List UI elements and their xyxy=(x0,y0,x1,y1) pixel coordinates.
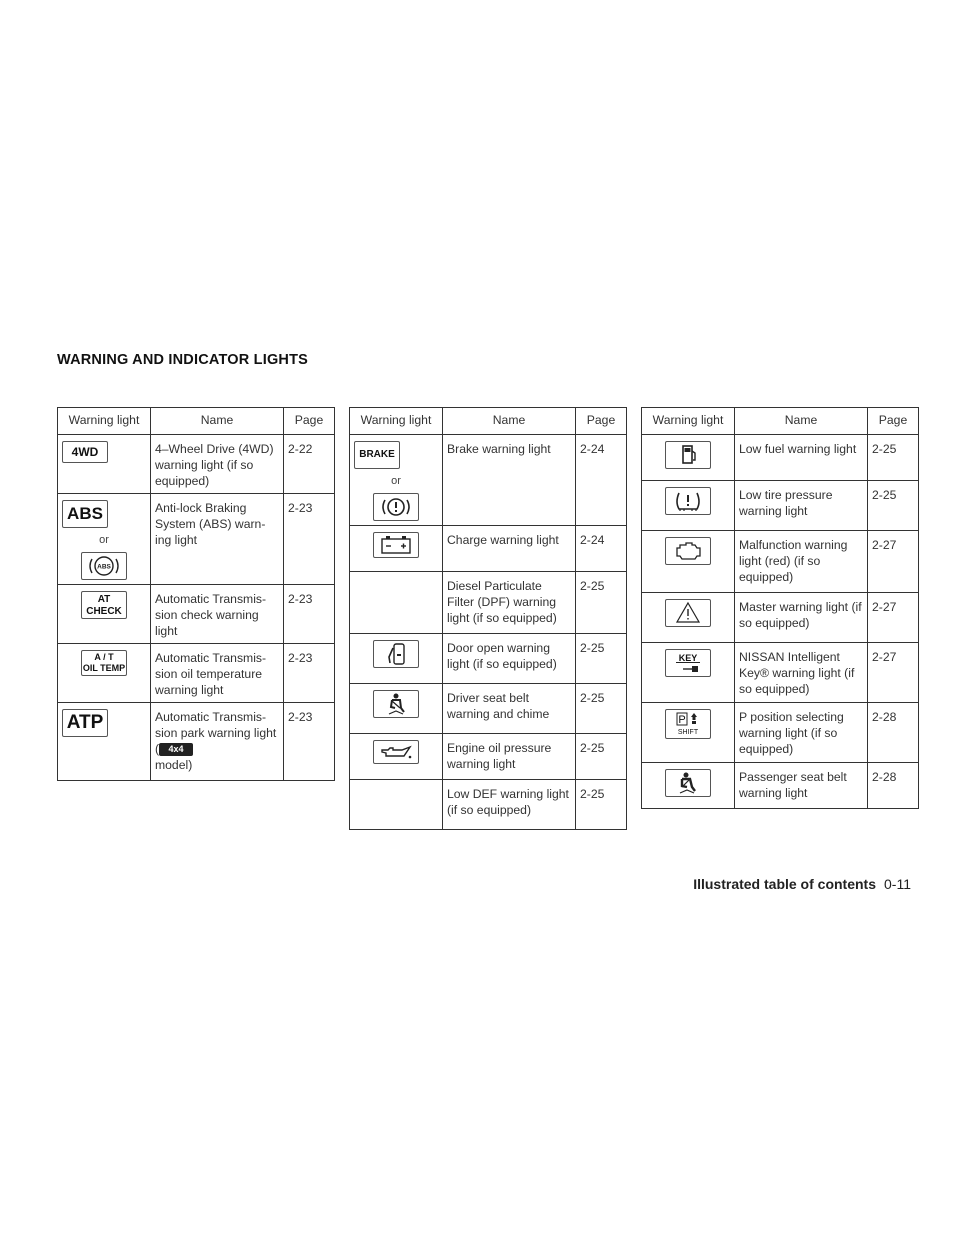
row-page: 2-27 xyxy=(868,531,919,593)
passenger-seatbelt-icon xyxy=(665,769,711,797)
row-page: 2-27 xyxy=(868,643,919,703)
fuel-pump-icon xyxy=(665,441,711,469)
table-row xyxy=(642,531,919,593)
page-footer xyxy=(693,876,911,892)
row-name: NISSAN Intelligent Key® warning light (if so equipped) xyxy=(735,643,868,703)
4x4-badge-icon: 4x4 xyxy=(159,743,193,756)
key-icon xyxy=(665,649,711,677)
row-page: 2-27 xyxy=(868,593,919,643)
header-name: Name xyxy=(735,408,868,435)
header-warning-light: Warning light xyxy=(58,408,151,435)
header-page: Page xyxy=(576,408,627,435)
p-shift-letter: P xyxy=(678,714,686,726)
row-page: 2-23 xyxy=(284,494,335,585)
row-page: 2-24 xyxy=(576,435,627,526)
row-page: 2-23 xyxy=(284,585,335,644)
row-page: 2-25 xyxy=(580,787,605,801)
abs-icon: ABS xyxy=(62,500,108,528)
table-row xyxy=(642,435,919,481)
table-row xyxy=(58,585,335,644)
table-row xyxy=(58,644,335,703)
table-row xyxy=(642,481,919,531)
row-name: Passenger seat belt warning light xyxy=(735,763,868,809)
table-row xyxy=(350,780,627,830)
row-name: Anti-lock Braking System (ABS) warn-ing light xyxy=(151,494,284,585)
header-name: Name xyxy=(443,408,576,435)
row-name: Engine oil pressure warning light xyxy=(443,734,576,780)
row-page: 2-25 xyxy=(868,435,919,481)
tire-pressure-icon xyxy=(665,487,711,515)
row-name: Automatic Transmis-sion park warning light ( 4x4 model) xyxy=(151,703,284,781)
warning-lights-table-3 xyxy=(641,407,919,809)
row-name: Automatic Transmis-sion check warning light xyxy=(151,585,284,644)
row-name: Door open warning light (if so equipped) xyxy=(443,634,576,684)
row-page: 2-25 xyxy=(576,634,627,684)
table-row xyxy=(350,572,627,634)
table-row xyxy=(642,703,919,763)
row-name: Low DEF warning light (if so equipped) xyxy=(443,780,576,830)
abs-circle-icon xyxy=(81,552,127,580)
table-row xyxy=(642,643,919,703)
abs-circle-text: ABS xyxy=(97,563,111,571)
p-shift-label: SHIFT xyxy=(677,729,699,736)
engine-icon xyxy=(665,537,711,565)
p-shift-icon xyxy=(665,709,711,739)
header-name: Name xyxy=(151,408,284,435)
row-name: Charge warning light xyxy=(443,526,576,572)
atp-icon: ATP xyxy=(62,709,108,737)
table-row xyxy=(350,734,627,780)
row-name: Diesel Particulate Filter (DPF) warning light (if so equipped) xyxy=(443,572,576,634)
row-name: Automatic Transmis-sion oil temperature warning light xyxy=(151,644,284,703)
4wd-icon: 4WD xyxy=(62,441,108,463)
table-row xyxy=(58,703,335,781)
master-warning-icon xyxy=(665,599,711,627)
header-page: Page xyxy=(284,408,335,435)
row-name: Low fuel warning light xyxy=(735,435,868,481)
table-row xyxy=(58,435,335,494)
brake-circle-icon xyxy=(373,493,419,521)
brake-icon: BRAKE xyxy=(354,441,400,469)
row-name: Malfunction warning light (red) (if so equipped) xyxy=(735,531,868,593)
row-page: 2-22 xyxy=(284,435,335,494)
row-page: 2-25 xyxy=(576,734,627,780)
table-row xyxy=(350,634,627,684)
row-page: 2-28 xyxy=(868,703,919,763)
row-name: Low tire pressure warning light xyxy=(735,481,868,531)
seatbelt-icon xyxy=(373,690,419,718)
warning-lights-table-2 xyxy=(349,407,627,830)
row-name: Brake warning light xyxy=(443,435,576,526)
key-icon-text: KEY xyxy=(678,653,698,663)
table-row xyxy=(350,684,627,734)
table-row xyxy=(58,494,335,585)
oil-can-icon xyxy=(373,740,419,764)
row-page: 2-25 xyxy=(868,481,919,531)
or-label: or xyxy=(99,534,109,546)
row-page: 2-23 xyxy=(284,644,335,703)
table-row xyxy=(642,593,919,643)
header-warning-light: Warning light xyxy=(350,408,443,435)
row-page: 2-25 xyxy=(576,684,627,734)
at-check-icon: AT CHECK xyxy=(81,591,127,619)
table-row xyxy=(350,435,627,526)
header-page: Page xyxy=(868,408,919,435)
warning-lights-table-1 xyxy=(57,407,335,781)
or-label: or xyxy=(391,475,401,487)
battery-icon xyxy=(373,532,419,558)
table-row xyxy=(642,763,919,809)
footer-page-number: 0-11 xyxy=(884,876,911,892)
section-title: WARNING AND INDICATOR LIGHTS xyxy=(57,352,309,368)
table-row xyxy=(350,526,627,572)
row-name: 4–Wheel Drive (4WD) warning light (if so equipped) xyxy=(151,435,284,494)
row-page: 2-23 xyxy=(288,710,313,724)
row-name: Master warning light (if so equipped) xyxy=(735,593,868,643)
row-page: 2-24 xyxy=(576,526,627,572)
row-page: 2-28 xyxy=(872,770,897,784)
row-name: Driver seat belt warning and chime xyxy=(443,684,576,734)
row-name: P position selecting warning light (if so equipped) xyxy=(735,703,868,763)
header-warning-light: Warning light xyxy=(642,408,735,435)
door-open-icon xyxy=(373,640,419,668)
row-page: 2-25 xyxy=(576,572,627,634)
at-oil-temp-icon: A / T OIL TEMP xyxy=(81,650,127,676)
footer-title: Illustrated table of contents xyxy=(693,876,877,892)
